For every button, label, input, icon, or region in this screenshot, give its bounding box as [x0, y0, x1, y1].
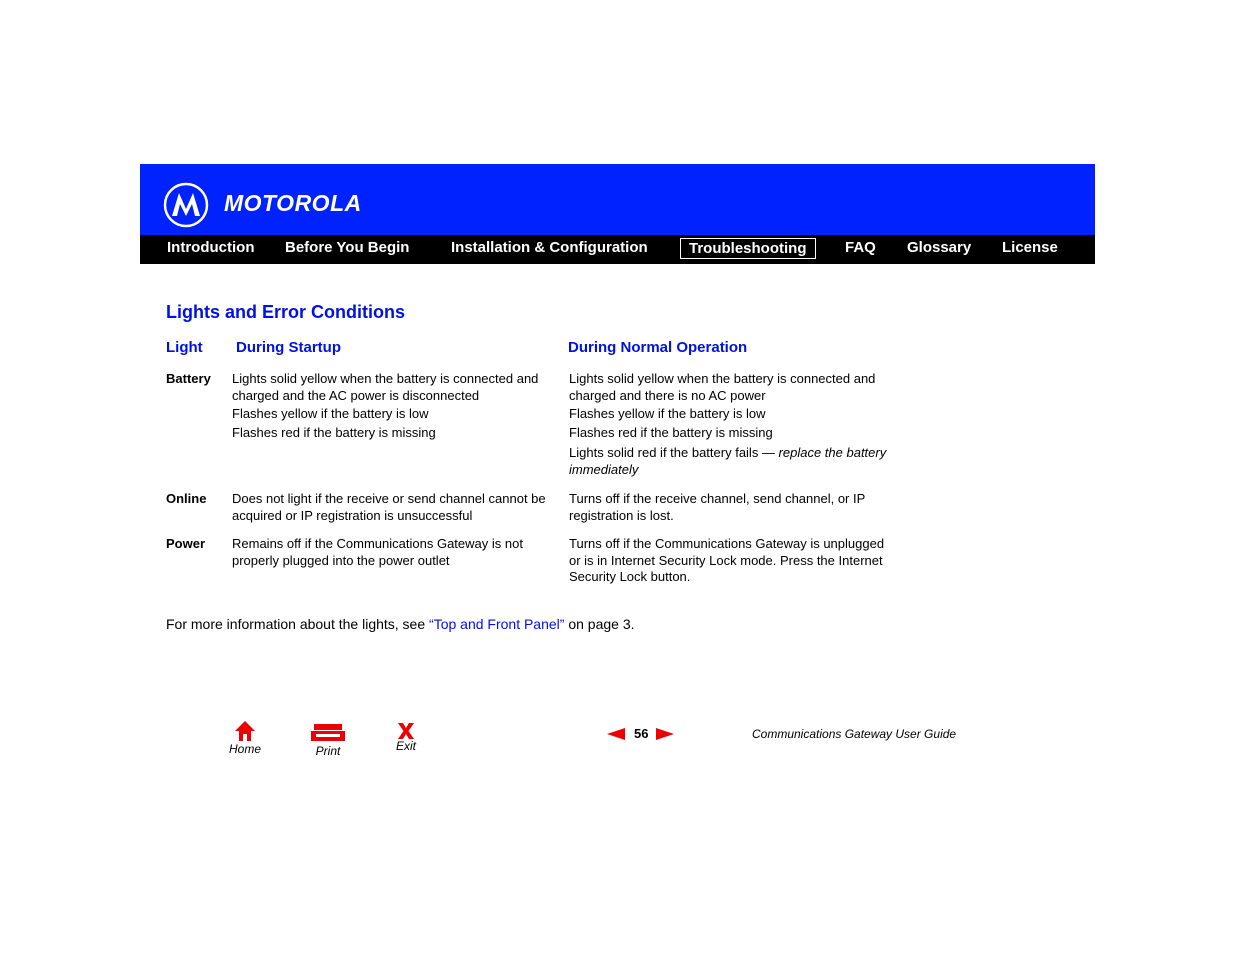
- home-label: Home: [228, 742, 261, 756]
- column-header-normal: During Normal Operation: [568, 339, 748, 356]
- guide-title: Communications Gateway User Guide: [752, 727, 957, 741]
- row-label-online: Online: [166, 491, 207, 506]
- brand-name: MOTOROLA: [224, 190, 362, 216]
- battery-fail-text: Lights solid red if the battery fails —: [569, 445, 779, 460]
- battery-startup-1: Lights solid yellow when the battery is connected and charged and the AC power is disconnected: [232, 371, 539, 403]
- page-number: 56: [634, 726, 649, 741]
- nav-item-installation[interactable]: Installation & Configuration: [451, 239, 648, 256]
- battery-normal-1: Lights solid yellow when the battery is connected and charged and there is no AC power: [569, 371, 876, 403]
- top-front-panel-link[interactable]: “Top and Front Panel”: [429, 616, 565, 632]
- home-icon: [234, 720, 256, 742]
- battery-fail-emphasis: replace the battery immediately: [569, 445, 887, 477]
- nav-item-license[interactable]: License: [1002, 239, 1058, 256]
- row-label-power: Power: [166, 536, 206, 551]
- power-startup: Remains off if the Communications Gateway is not properly plugged into the power outlet: [232, 536, 523, 568]
- battery-normal-3: Flashes red if the battery is missing: [569, 425, 773, 440]
- nav-bar: [140, 235, 1095, 264]
- power-normal: Turns off if the Communications Gateway is unplugged or is in Internet Security Lock mode. Press the Internet Security Lock button.: [569, 536, 885, 584]
- online-startup: Does not light if the receive or send channel cannot be acquired or IP registration is unsuccessful: [232, 491, 546, 523]
- exit-label: Exit: [395, 739, 416, 753]
- row-label-battery: Battery: [166, 371, 211, 386]
- battery-normal-4: [569, 445, 899, 478]
- page-title: Lights and Error Conditions: [166, 302, 405, 322]
- more-info-prefix: For more information about the lights, see: [166, 616, 430, 632]
- previous-page-arrow-icon[interactable]: [607, 728, 625, 740]
- battery-startup-3: Flashes red if the battery is missing: [232, 425, 436, 440]
- nav-item-introduction[interactable]: Introduction: [167, 239, 255, 256]
- online-normal: Turns off if the receive channel, send channel, or IP registration is lost.: [569, 491, 866, 523]
- home-button[interactable]: [224, 720, 266, 756]
- nav-item-glossary[interactable]: Glossary: [907, 239, 972, 256]
- battery-startup-2: Flashes yellow if the battery is low: [232, 406, 429, 421]
- print-label: Print: [315, 744, 341, 758]
- more-info-suffix: on page 3.: [564, 616, 635, 632]
- nav-item-troubleshooting[interactable]: Troubleshooting: [680, 238, 816, 259]
- nav-item-before-you-begin[interactable]: Before You Begin: [285, 239, 410, 256]
- print-button[interactable]: [306, 722, 350, 758]
- motorola-logo-icon: [163, 182, 209, 228]
- next-page-arrow-icon[interactable]: [656, 728, 674, 740]
- exit-x-icon: [396, 722, 416, 740]
- nav-item-faq[interactable]: FAQ: [845, 239, 876, 256]
- battery-normal-2: Flashes yellow if the battery is low: [569, 406, 766, 421]
- header-banner: [140, 164, 1095, 235]
- column-header-light: Light: [166, 339, 203, 356]
- exit-button[interactable]: [390, 722, 422, 753]
- column-header-startup: During Startup: [236, 339, 341, 356]
- printer-icon: [310, 722, 346, 742]
- more-info-line: [166, 616, 635, 632]
